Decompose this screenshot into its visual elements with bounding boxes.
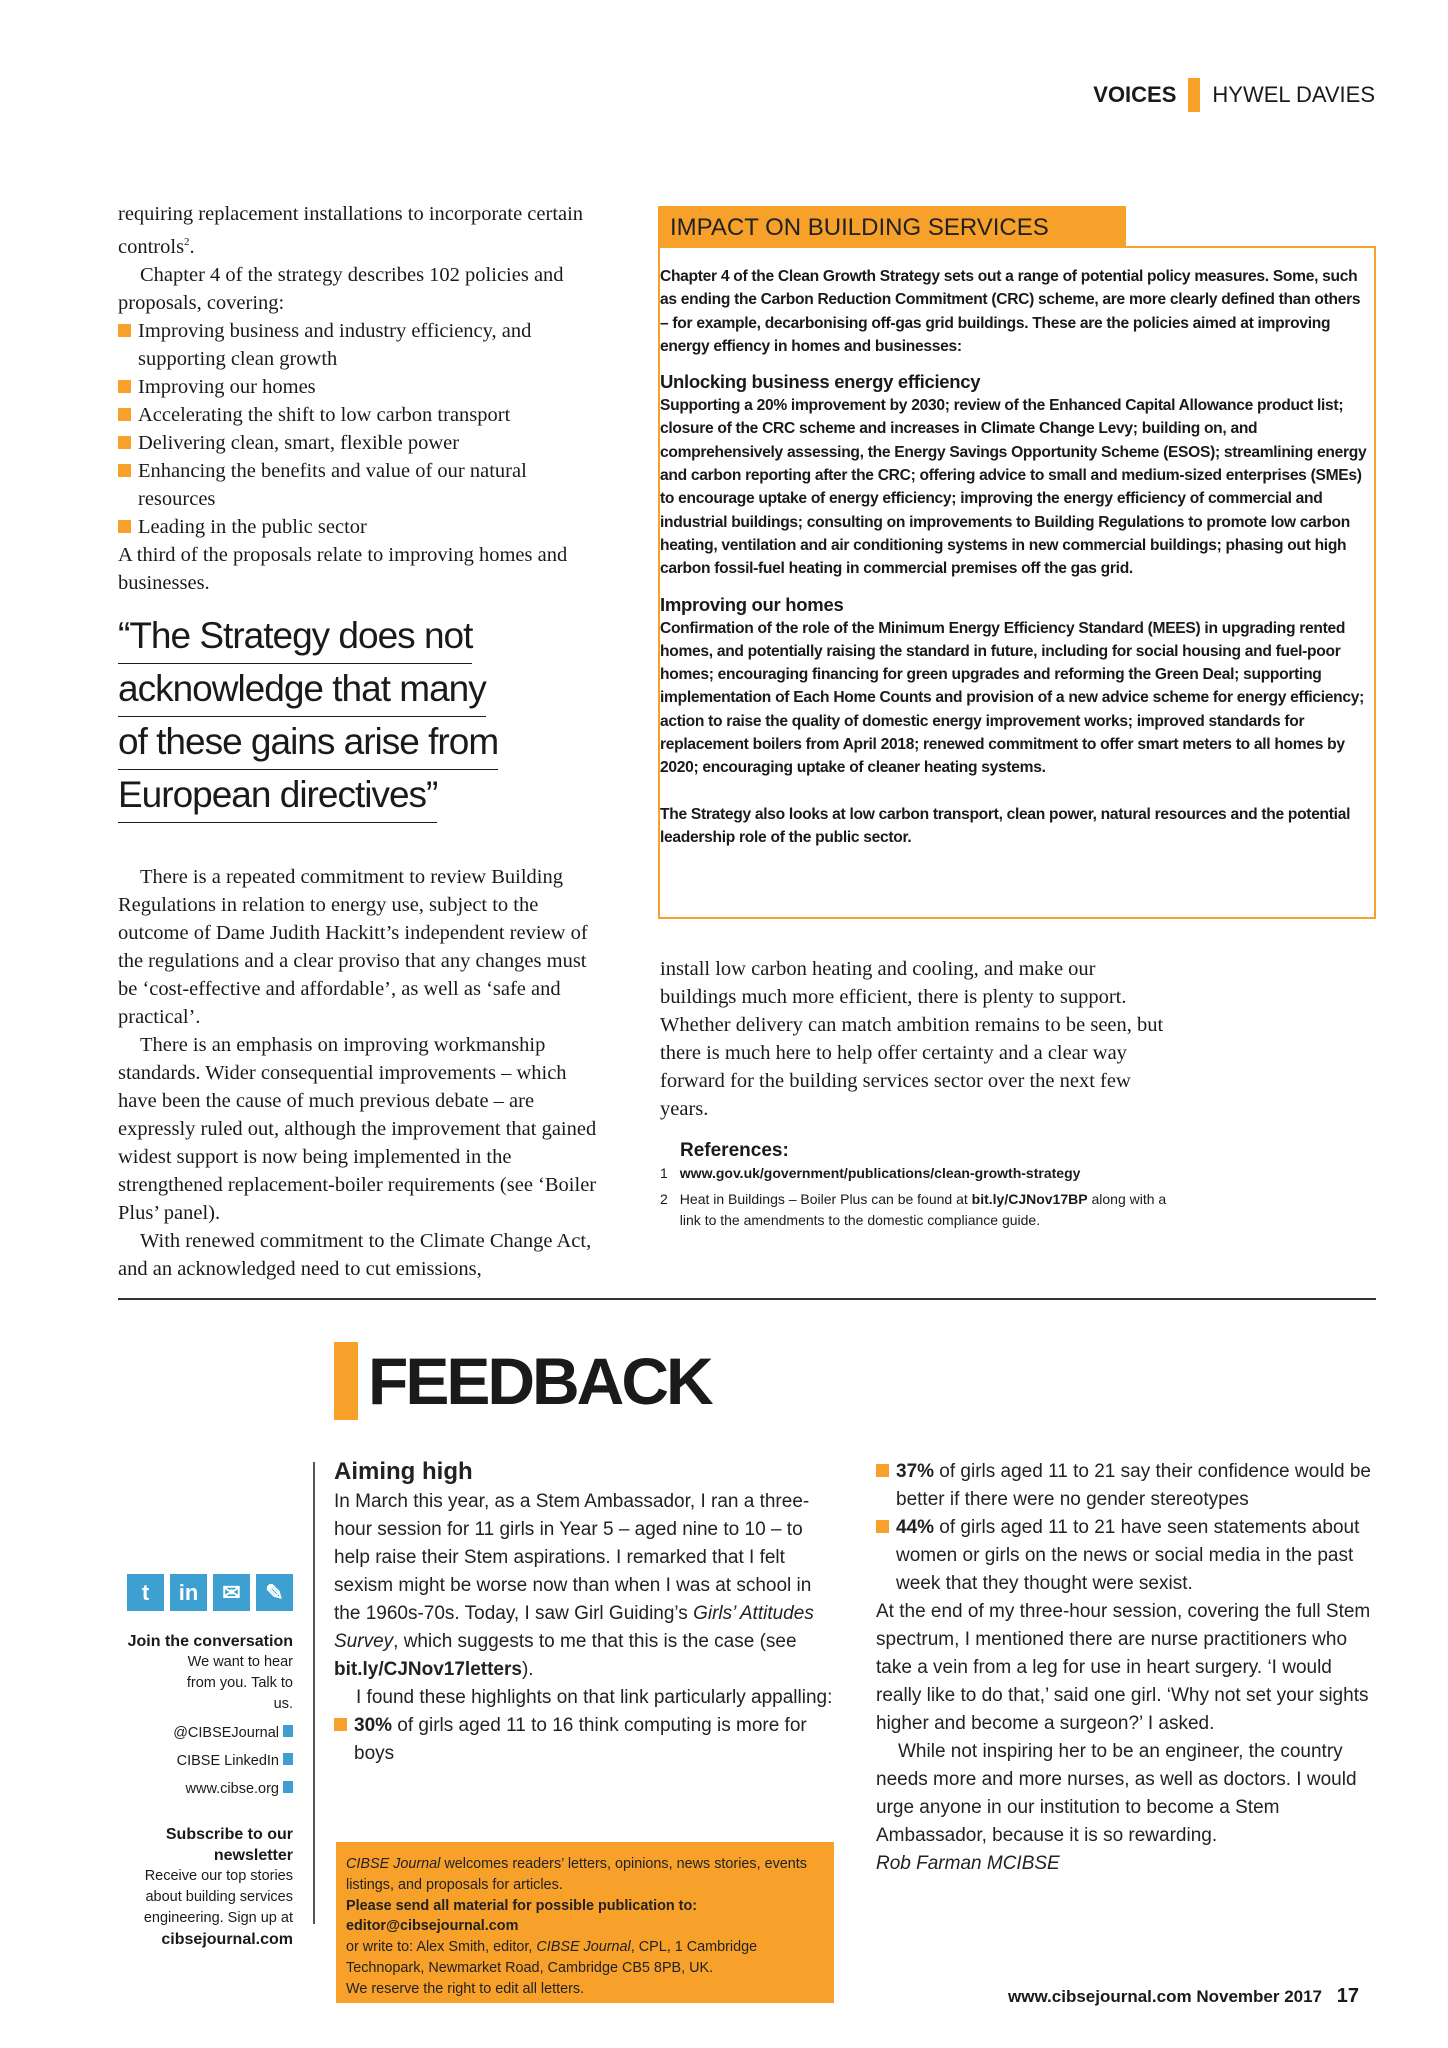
join-text: We want to hear from you. Talk to us. — [186, 1654, 293, 1712]
header-divider — [1188, 78, 1200, 112]
section-label: VOICES — [1093, 82, 1177, 107]
list-item: Leading in the public sector — [118, 513, 608, 541]
cibse-logo-icon[interactable]: ✎ — [256, 1574, 293, 1611]
list-item: Accelerating the shift to low carbon transport — [118, 401, 608, 429]
twitter-icon[interactable]: t — [127, 1574, 164, 1611]
section-divider — [118, 1298, 1376, 1300]
join-heading: Join the conversation — [127, 1633, 293, 1650]
box-intro: Chapter 4 of the Clean Growth Strategy sets out a range of potential policy measures. Some, such as ending the Carbon Reduction Commitment (CRC) scheme, are more clearly defined than others – for example, decarbonising off-gas grid buildings. These are the policies aimed at improving energy effiency in homes and businesses: — [660, 268, 1361, 355]
paragraph: There is a repeated commitment to review Building Regulations in relation to energy use, subject to the outcome of Dame Judith Hackitt’s independent review of the regulations and a clear proviso that any changes must be ‘cost-effective and affordable’, as well as ‘safe and practical’. — [118, 865, 588, 1028]
reference-item: 1 www.gov.uk/government/publications/clean-growth-strategy — [660, 1163, 1180, 1184]
editor-email-link[interactable]: editor@cibsejournal.com — [346, 1918, 519, 1935]
box-text: Supporting a 20% improvement by 2030; review of the Enhanced Capital Allowance product list; closure of the CRC scheme and increases in Climate Change Levy; building on, and comprehensively assessing, the Energy Savings Opportunity Scheme (ESOS); streamlining energy and carbon reporting after the CRC; offering advice to small and medium-sized enterprises (SMEs) to encourage uptake of energy efficiency; improving the energy efficiency of commercial and industrial buildings; consulting on improvements to Building Regulations to promote low carbon heating, ventilation and air conditioning systems in new commercial buildings; phasing out high carbon fossil-fuel heating in commercial premises off the gas grid. — [660, 397, 1367, 578]
subscribe-heading: Subscribe to our newsletter — [165, 1826, 293, 1864]
submission-notice: CIBSE Journal welcomes readers’ letters, opinions, news stories, events listings, and proposals for articles. Please send all material for possible publication to: editor@cibsejournal.com or write to: Alex Smith, editor, CIBSE Journal, CPL, 1 Cambridge Technopark, Newmarket Road, Cambridge CB5 8PB, UK. We reserve the right to edit all letters. — [336, 1842, 834, 2003]
list-item: 37% of girls aged 11 to 21 say their confidence would be better if there were no gender stereotypes — [876, 1458, 1376, 1514]
paragraph: requiring replacement installations to incorporate certain controls$^2$. — [118, 203, 584, 258]
page-number: 17 — [1336, 1985, 1359, 2007]
right-column — [660, 955, 1170, 1123]
linkedin-icon[interactable]: in — [170, 1574, 207, 1611]
box-border — [1125, 246, 1376, 248]
box-body — [660, 265, 1372, 849]
box-text: Confirmation of the role of the Minimum Energy Efficiency Standard (MEES) in upgrading rented homes, and potentially raising the standard in future, including for social housing and fuel-poor homes; encouraging financing for green upgrades and reforming the Green Deal; supporting implementation of Each Home Counts and provision of a new advice scheme for energy efficiency; action to raise the quality of domestic energy improvement works; improved standards for replacement boilers from April 2018; renewed commitment to offer smart meters to all homes by 2020; encouraging uptake of cleaner heating systems. — [660, 619, 1365, 777]
letter-column-1 — [334, 1456, 834, 1768]
subscribe-link[interactable]: cibsejournal.com — [161, 1931, 293, 1948]
paragraph: I found these highlights on that link particularly appalling: — [356, 1687, 833, 1708]
paragraph: With renewed commitment to the Climate Change Act, and an acknowledged need to cut emissions, — [118, 1229, 592, 1280]
list-item: 44% of girls aged 11 to 21 have seen statements about women or girls on the news or social media in the past week that they thought were sexist. — [876, 1514, 1376, 1598]
column-divider — [313, 1462, 315, 1924]
footer-site: www.cibsejournal.com — [1008, 1987, 1192, 2006]
letter-link[interactable]: bit.ly/CJNov17letters — [334, 1659, 522, 1680]
social-link[interactable]: www.cibse.org — [125, 1779, 293, 1800]
reference-link[interactable]: bit.ly/CJNov17BP — [971, 1191, 1088, 1207]
left-column — [118, 200, 608, 1283]
feedback-accent-bar — [334, 1342, 358, 1420]
reference-item: 2 Heat in Buildings – Boiler Plus can be found at bit.ly/CJNov17BP along with a link to the amendments to the domestic compliance guide. — [660, 1191, 1167, 1228]
letter-signature: Rob Farman MCIBSE — [876, 1853, 1060, 1874]
reference-link[interactable]: www.gov.uk/government/publications/clean-growth-strategy — [679, 1165, 1081, 1181]
paragraph: There is an emphasis on improving workmanship standards. Wider consequential improvements – which have been the cause of much previous debate – are expressly ruled out, although the improvement that gained widest support is now being implemented in the strengthened replacement-boiler requirements (see ‘Boiler Plus’ panel). — [118, 1033, 597, 1224]
social-panel — [125, 1574, 293, 1950]
list-item: Delivering clean, smart, flexible power — [118, 429, 608, 457]
list-item: Improving our homes — [118, 373, 608, 401]
paragraph: A third of the proposals relate to improving homes and businesses. — [118, 543, 568, 594]
social-link[interactable]: CIBSE LinkedIn — [125, 1751, 293, 1772]
footer-issue: November 2017 — [1196, 1987, 1323, 2006]
box-outro: The Strategy also looks at low carbon transport, clean power, natural resources and the potential leadership role of the public sector. — [660, 805, 1351, 846]
box-heading: Improving our homes — [660, 593, 844, 615]
references — [660, 1140, 1180, 1231]
newsletter-icon[interactable]: ✉ — [213, 1574, 250, 1611]
feedback-title: FEEDBACK — [368, 1344, 711, 1418]
page-header — [1093, 78, 1375, 112]
list-item: Improving business and industry efficiency, and supporting clean growth — [118, 317, 608, 373]
letter-column-2 — [876, 1458, 1376, 1878]
page-footer — [1008, 1985, 1359, 2008]
bullet-list — [118, 317, 608, 541]
author-name: HYWEL DAVIES — [1212, 82, 1375, 107]
references-title: References: — [680, 1140, 789, 1161]
paragraph: In March this year, as a Stem Ambassador, I ran a three-hour session for 11 girls in Year 5 – aged nine to 10 – to help raise their Stem aspirations. I remarked that I felt sexism might be worse now than when I was at school in the 1960s-70s. Today, I saw Girl Guiding’s Girls’ Attitudes Survey, which suggests to me that this is the case (see bit.ly/CJNov17letters). — [334, 1491, 814, 1680]
list-item: 30% of girls aged 11 to 16 think computing is more for boys — [334, 1712, 834, 1768]
paragraph: Chapter 4 of the strategy describes 102 policies and proposals, covering: — [118, 263, 564, 314]
list-item: Enhancing the benefits and value of our natural resources — [118, 457, 608, 513]
paragraph: While not inspiring her to be an engineer, the country needs more and more nurses, as well as doctors. I would urge anyone in our institution to become a Stem Ambassador, because it is so rewarding. — [876, 1741, 1357, 1846]
letter-title: Aiming high — [334, 1458, 473, 1485]
box-heading: Unlocking business energy efficiency — [660, 371, 981, 393]
paragraph: At the end of my three-hour session, covering the full Stem spectrum, I mentioned there are nurse practitioners who take a vein from a leg for use in heart surgery. ‘I would really like to do that,’ said one girl. ‘Why not set your sights higher and become a surgeon?’ I asked. — [876, 1601, 1371, 1734]
social-link[interactable]: @CIBSEJournal — [125, 1723, 293, 1744]
subscribe-text: Receive our top stories about building services engineering. Sign up at — [143, 1868, 293, 1926]
box-title: IMPACT ON BUILDING SERVICES — [658, 206, 1126, 248]
paragraph: install low carbon heating and cooling, and make our buildings much more efficient, there is plenty to support. Whether delivery can match ambition remains to be seen, but there is much here to help offer certainty and a clear way forward for the building services sector over the next few years. — [660, 958, 1164, 1120]
pull-quote: “The Strategy does not acknowledge that many of these gains arise from European directives” — [118, 611, 608, 823]
